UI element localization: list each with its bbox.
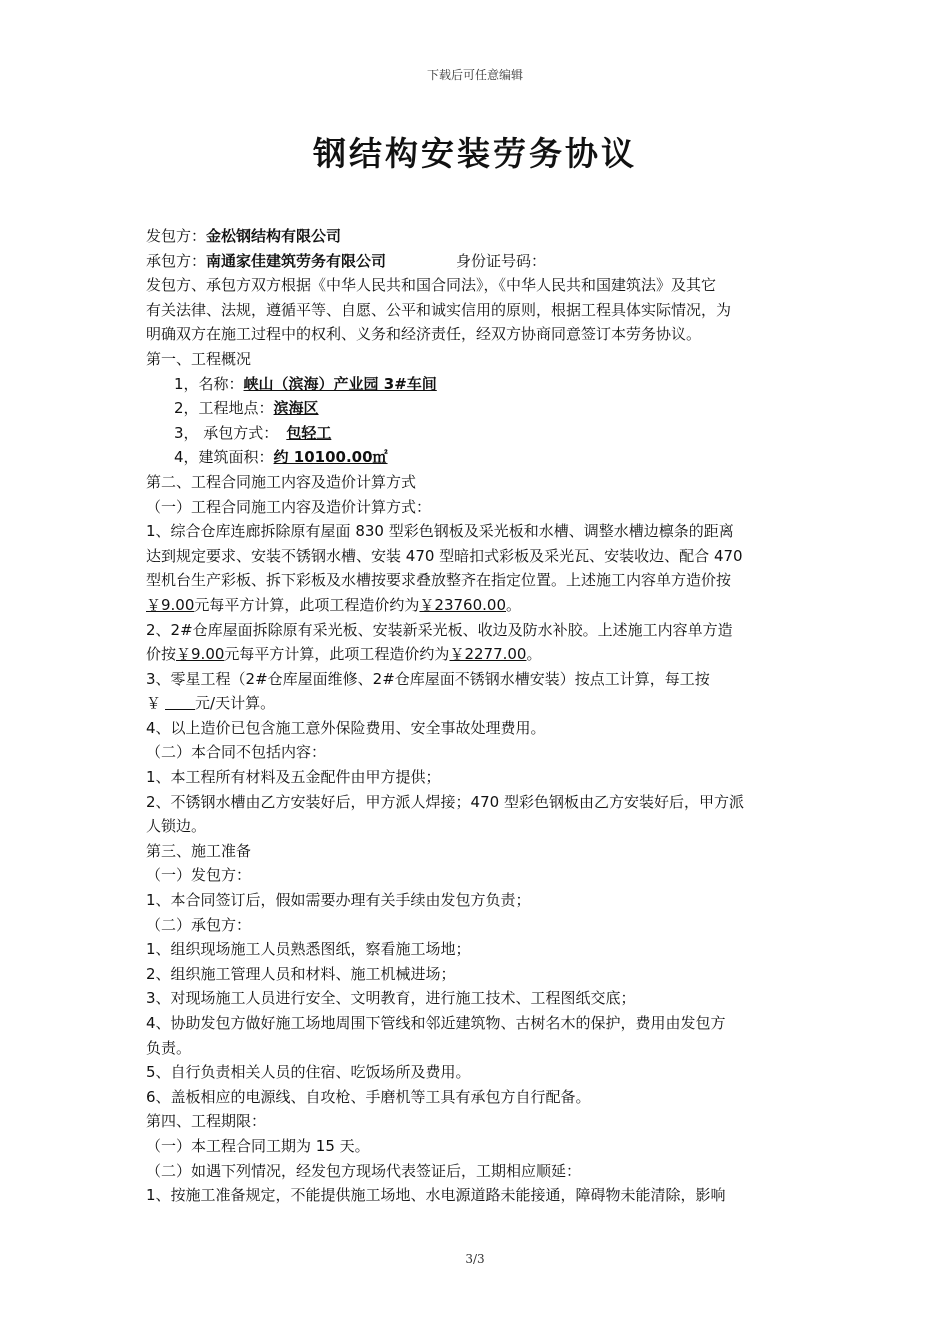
section-2-heading: 第二、工程合同施工内容及造价计算方式 [146, 472, 417, 491]
item-4-line: 4、以上造价已包含施工意外保险费用、安全事故处理费用。 [146, 718, 546, 737]
section-3-sub2: （二）承包方： [146, 915, 252, 934]
contract-mode-label: 3， 承包方式： [174, 423, 279, 442]
prep-b-1: 1、组织现场施工人员熟悉图纸，察看施工场地； [146, 940, 471, 959]
contract-mode-value: 包轻工 [286, 423, 332, 442]
item-1-line: 达到规定要求、安装不锈钢水槽、安装 470 型暗扣式彩板及采光瓦、安装收边、配合 470 [146, 546, 743, 565]
exclusion-2-cont: 人锁边。 [146, 817, 207, 836]
project-site-value: 滨海区 [273, 399, 319, 418]
party-a-line [146, 224, 806, 249]
prep-b-4-cont: 负责。 [146, 1038, 192, 1057]
prep-b-5: 5、自行负责相关人员的住宿、吃饭场所及费用。 [146, 1063, 471, 1082]
item-1-mid-text: 元每平方计算，此项工程造价约为 [194, 595, 420, 614]
item-3-rate-blank [165, 695, 195, 710]
item-2-mid-text: 元每平方计算，此项工程造价约为 [224, 645, 450, 664]
item-1-price-line [146, 593, 806, 618]
exclusion-2: 2、不锈钢水槽由乙方安装好后，甲方派人焊接；470 型彩色钢板由乙方安装好后，甲方派 [146, 792, 744, 811]
item-1-line: 型机台生产彩板、拆下彩板及水槽按要求叠放整齐在指定位置。上述施工内容单方造价按 [146, 571, 732, 590]
prep-b-3: 3、对现场施工人员进行安全、文明教育，进行施工技术、工程图纸交底； [146, 989, 636, 1008]
prep-b-4: 4、协助发包方做好施工场地周围下管线和邻近建筑物、古树名木的保护，费用由发包方 [146, 1014, 726, 1032]
section-3-sub1: （一）发包方： [146, 866, 252, 885]
section-2-sub1: （一）工程合同施工内容及造价计算方式： [146, 497, 432, 516]
project-name-line [146, 372, 806, 397]
item-3-currency: ￥ [146, 694, 162, 713]
prep-b-2: 2、组织施工管理人员和材料、施工机械进场； [146, 964, 456, 983]
item-1-total: ￥23760.00 [419, 595, 506, 614]
item-1-unit-price: ￥9.00 [146, 595, 195, 614]
item-1-end: 。 [506, 595, 522, 614]
item-2-end: 。 [526, 645, 542, 664]
contract-mode-line [146, 421, 806, 446]
prep-b-6: 6、盖板相应的电源线、自攻枪、手磨机等工具有承包方自行配备。 [146, 1087, 591, 1106]
delay-condition-1: 1、按施工准备规定，不能提供施工场地、水电源道路未能接通，障碍物未能清除，影响 [146, 1186, 726, 1205]
party-a-name: 金松钢结构有限公司 [206, 227, 342, 245]
document-body [146, 224, 806, 1208]
item-3-line: 3、零星工程（2#仓库屋面维修、2#仓库屋面不锈钢水槽安装）按点工计算，每工按 [146, 669, 710, 688]
page-header: 下载后可任意编辑 [426, 68, 523, 82]
party-b-label: 承包方： [146, 251, 207, 270]
item-1-line: 1、综合仓库连廊拆除原有屋面 830 型彩色钢板及采光板和水槽、调整水槽边檩条的距离 [146, 522, 734, 541]
building-area-value: 约 10100.00㎡ [273, 448, 388, 467]
party-a-label: 发包方： [146, 227, 207, 245]
project-site-label: 2，工程地点： [174, 399, 274, 418]
intro-line: 有关法律、法规，遵循平等、自愿、公平和诚实信用的原则，根据工程具体实际情况，为 [146, 300, 732, 319]
id-number-label: 身份证号码： [456, 251, 547, 270]
section-4-sub2: （二）如遇下列情况，经发包方现场代表签证后，工期相应顺延： [146, 1161, 582, 1180]
section-3-heading: 第三、施工准备 [146, 841, 252, 860]
prep-a-1: 1、本合同签订后，假如需要办理有关手续由发包方负责； [146, 891, 531, 910]
item-2-total: ￥2277.00 [449, 645, 527, 664]
section-4-sub1: （一）本工程合同工期为 15 天。 [146, 1136, 370, 1155]
item-2-unit-price: ￥9.00 [176, 645, 225, 664]
building-area-label: 4，建筑面积： [174, 448, 274, 467]
item-3-rate-line [146, 691, 806, 716]
party-b-line [146, 249, 806, 274]
project-site-line [146, 396, 806, 421]
party-b-name: 南通家佳建筑劳务有限公司 [206, 251, 387, 270]
section-4-heading: 第四、工程期限： [146, 1112, 267, 1131]
building-area-line [146, 445, 806, 470]
item-2-line: 2、2#仓库屋面拆除原有采光板、安装新采光板、收边及防水补胶。上述施工内容单方造 [146, 620, 733, 639]
page-number: 3/3 [465, 1252, 485, 1266]
intro-line: 发包方、承包方双方根据《中华人民共和国合同法》，《中华人民共和国建筑法》及其它 [146, 276, 717, 295]
exclusion-1: 1、本工程所有材料及五金配件由甲方提供； [146, 768, 441, 787]
project-name-value: 峡山（滨海）产业园 3#车间 [243, 374, 437, 393]
section-1-heading: 第一、工程概况 [146, 349, 252, 368]
project-name-label: 1，名称： [174, 374, 244, 393]
section-2-sub2: （二）本合同不包括内容： [146, 743, 327, 762]
item-2-pre: 价按 [146, 645, 177, 664]
item-2-price-line [146, 642, 806, 667]
item-3-unit: 元/天计算。 [195, 694, 276, 713]
intro-line: 明确双方在施工过程中的权利、义务和经济责任，经双方协商同意签订本劳务协议。 [146, 325, 702, 344]
document-title: 钢结构安装劳务协议 [313, 134, 637, 173]
